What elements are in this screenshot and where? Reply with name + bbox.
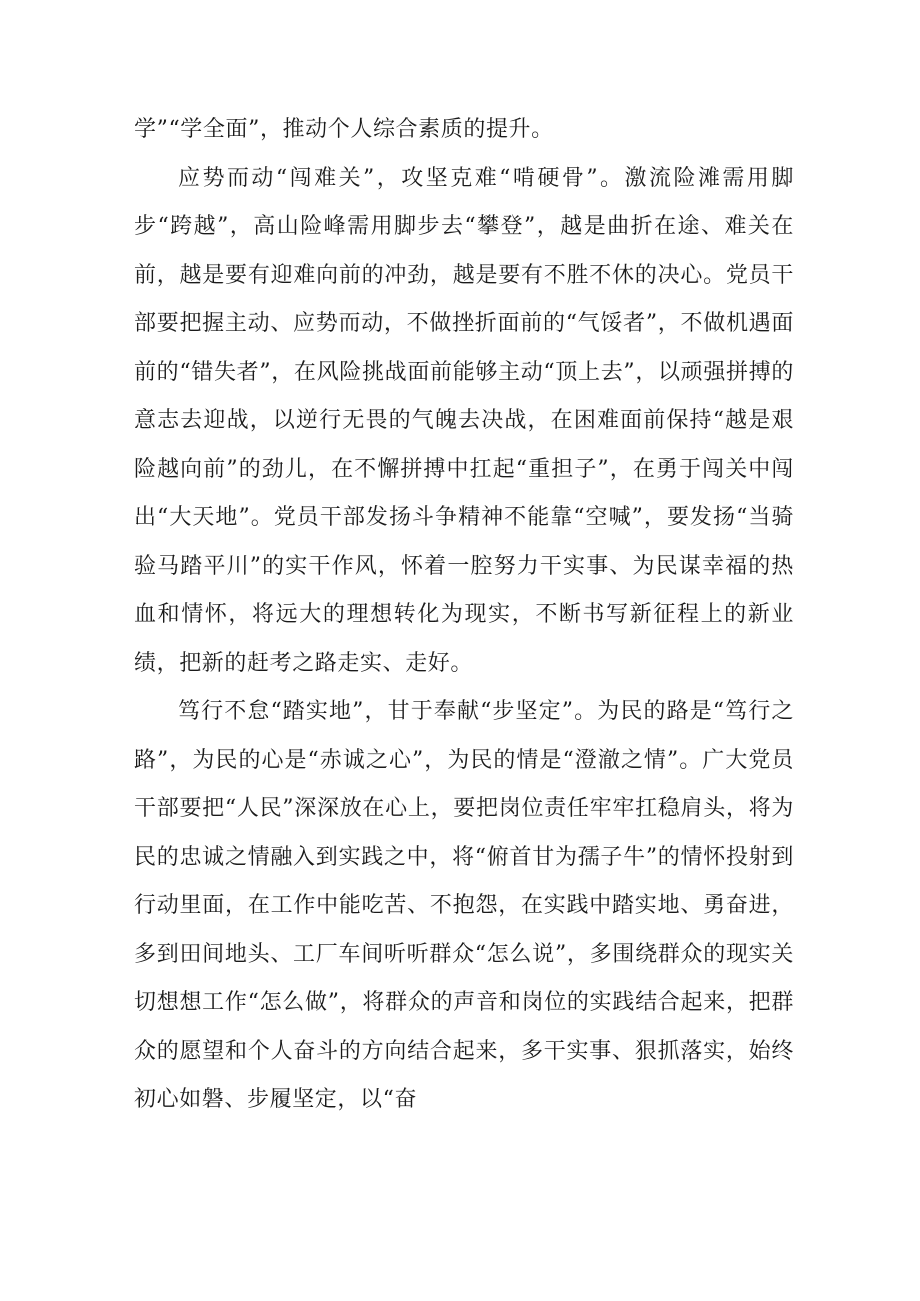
document-body <box>134 106 794 1125</box>
paragraph-3: 笃行不怠“踏实地”，甘于奉献“步坚定”。为民的路是“笃行之路”，为民的心是“赤诚之心”，为民的情是“澄澈之情”。广大党员干部要把“人民”深深放在心上，要把岗位责任牢牢扛稳肩头，将为民的忠诚之情融入到实践之中，将“俯首甘为孺子牛”的情怀投射到行动里面，在工作中能吃苦、不抱怨，在实践中踏实地、勇奋进，多到田间地头、工厂车间听听群众“怎么说”，多围绕群众的现实关切想想工作“怎么做”，将群众的声音和岗位的实践结合起来，把群众的愿望和个人奋斗的方向结合起来，多干实事、狠抓落实，始终初心如磐、步履坚定，以“奋 <box>134 699 794 1112</box>
paragraph-2: 应势而动“闯难关”，攻坚克难“啃硬骨”。激流险滩需用脚步“跨越”，高山险峰需用脚步去“攀登”，越是曲折在途、难关在前，越是要有迎难向前的冲劲，越是要有不胜不休的决心。党员干部要把握主动、应势而动，不做挫折面前的“气馁者”，不做机遇面前的“错失者”，在风险挑战面前能够主动“顶上去”，以顽强拼搏的意志去迎战，以逆行无畏的气魄去决战，在困难面前保持“越是艰险越向前”的劲儿，在不懈拼搏中扛起“重担子”，在勇于闯关中闯出“大天地”。党员干部发扬斗争精神不能靠“空喊”，要发扬“当骑验马踏平川”的实干作风，怀着一腔努力干实事、为民谋幸福的热血和情怀，将远大的理想转化为现实，不断书写新征程上的新业绩，把新的赶考之路走实、走好。 <box>134 165 794 676</box>
paragraph-1: 学”“学全面”，推动个人综合素质的提升。 <box>134 117 554 142</box>
